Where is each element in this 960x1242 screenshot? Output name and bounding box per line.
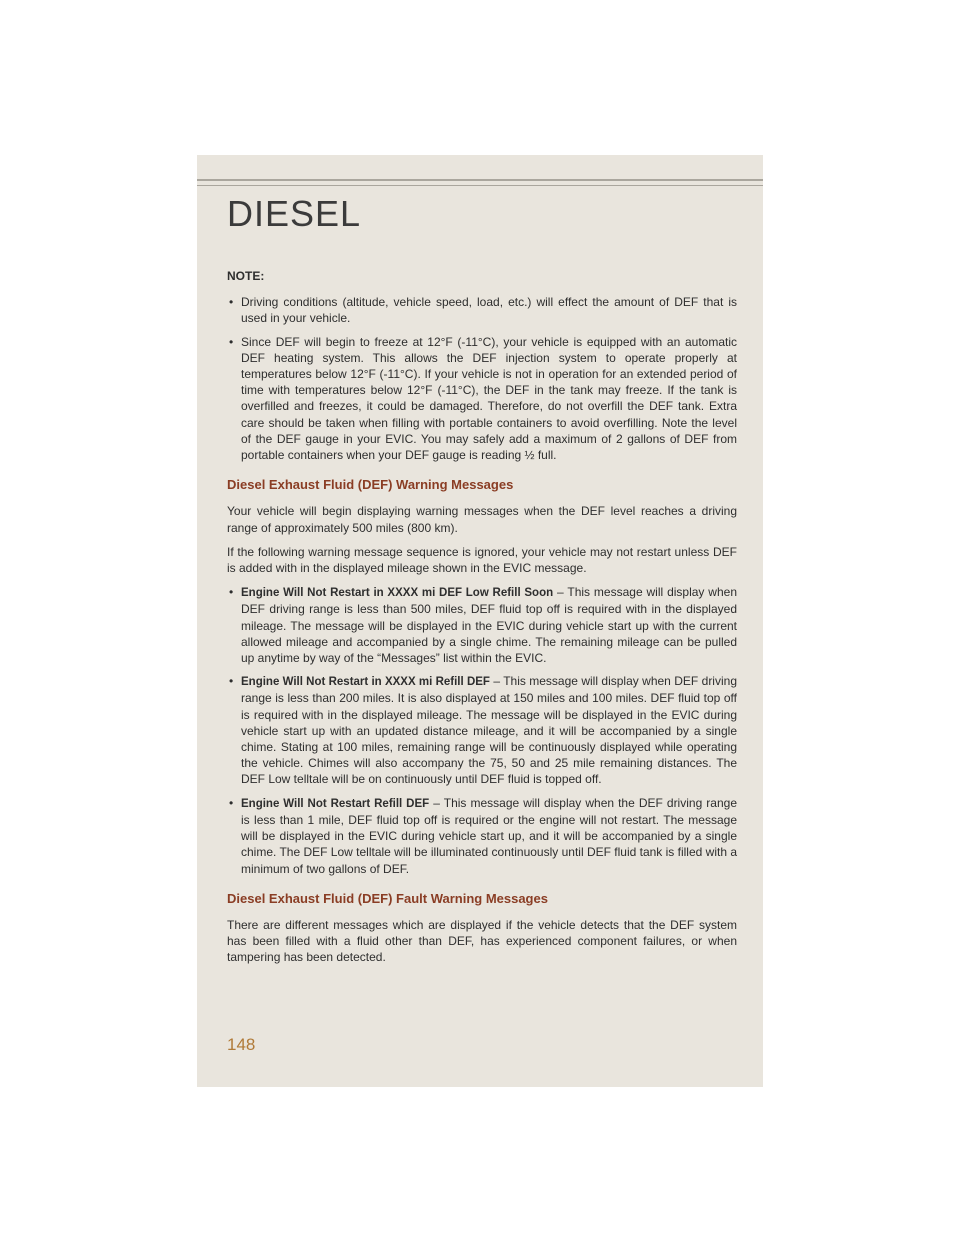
header-rule-bottom [197, 185, 763, 186]
warning-message-item [227, 795, 737, 877]
page-number: 148 [227, 1035, 256, 1054]
manual-page [197, 155, 763, 1087]
warning-sequence-paragraph: If the following warning message sequence is ignored, your vehicle may not restart unless DEF is added with in the displayed mileage shown in the EVIC message. [227, 544, 737, 576]
warning-message-item [227, 584, 737, 666]
note-item: • Driving conditions (altitude, vehicle speed, load, etc.) will effect the amount of DEF that is used in your vehicle. [227, 294, 737, 326]
warning-message-title: Engine Will Not Restart Refill DEF [241, 797, 430, 810]
fault-messages-heading: Diesel Exhaust Fluid (DEF) Fault Warning Messages [227, 890, 548, 906]
note-item: • Since DEF will begin to freeze at 12°F (-11°C), your vehicle is equipped with an automatic DEF heating system. This allows the DEF injection system to operate properly at temperatures below 12°F (-11°C). If your vehicle is not in operation for an extended period of time with temperatures below 12°F (-11°C), the DEF in the tank may freeze. If the tank is overfilled and freezes, it could be damaged. Therefore, do not overfill the DEF tank. Extra care should be taken when filling with portable containers to avoid overfilling. Note the level of the DEF gauge in your EVIC. You may safely add a maximum of 2 gallons of DEF from portable containers when your DEF gauge is reading ½ full. [227, 334, 737, 464]
note-label: NOTE: [227, 269, 265, 283]
warning-message-item [227, 673, 737, 787]
note-list [227, 294, 737, 463]
warning-message-text: – This message will display when the DEF driving range is less than 1 mile, DEF fluid top off is required or the engine will not restart. The message will be displayed in the EVIC during vehicle start up, and it will be accompanied by a single chime. The DEF Low telltale will be illuminated continuously until DEF fluid tank is filled with a minimum of two gallons of DEF. [241, 795, 738, 876]
warning-message-text: – This message will display when DEF driving range is less than 500 miles, DEF fluid top off is required with in the displayed mileage. The message will be displayed in the EVIC during vehicle start up with the current allowed mileage and accompanied by a single chime. The remaining mileage can be pulled up anytime by way of the “Messages” list within the EVIC. [241, 585, 737, 666]
warning-intro-paragraph: Your vehicle will begin displaying warning messages when the DEF level reaches a driving range of approximately 500 miles (800 km). [227, 504, 737, 535]
warning-message-text: – This message will display when DEF driving range is less than 200 miles. It is also displayed at 150 miles and 100 miles. DEF fluid top off is required with in the displayed mileage. The message will be displayed in the EVIC during vehicle start up with an updated distance mileage, and it will be accompanied by a single chime. Stating at 100 miles, remaining range will be continuously displayed while operating the vehicle. Chimes will also accompany the 75, 50 and 25 mile remaining distances. The DEF Low telltale will be on continuously until DEF fluid is topped off. [241, 674, 737, 787]
warning-message-list [227, 584, 737, 876]
warning-messages-heading: Diesel Exhaust Fluid (DEF) Warning Messages [227, 477, 514, 493]
header-rule-top [197, 179, 763, 181]
section-title: DIESEL [227, 193, 362, 234]
fault-paragraph: There are different messages which are displayed if the vehicle detects that the DEF system has been filled with a fluid other than DEF, has experienced component failures, or when tampering has been detected. [227, 917, 737, 965]
warning-message-title: Engine Will Not Restart in XXXX mi Refill DEF [241, 676, 490, 689]
page-content [227, 268, 737, 974]
warning-message-title: Engine Will Not Restart in XXXX mi DEF Low Refill Soon [241, 587, 554, 600]
